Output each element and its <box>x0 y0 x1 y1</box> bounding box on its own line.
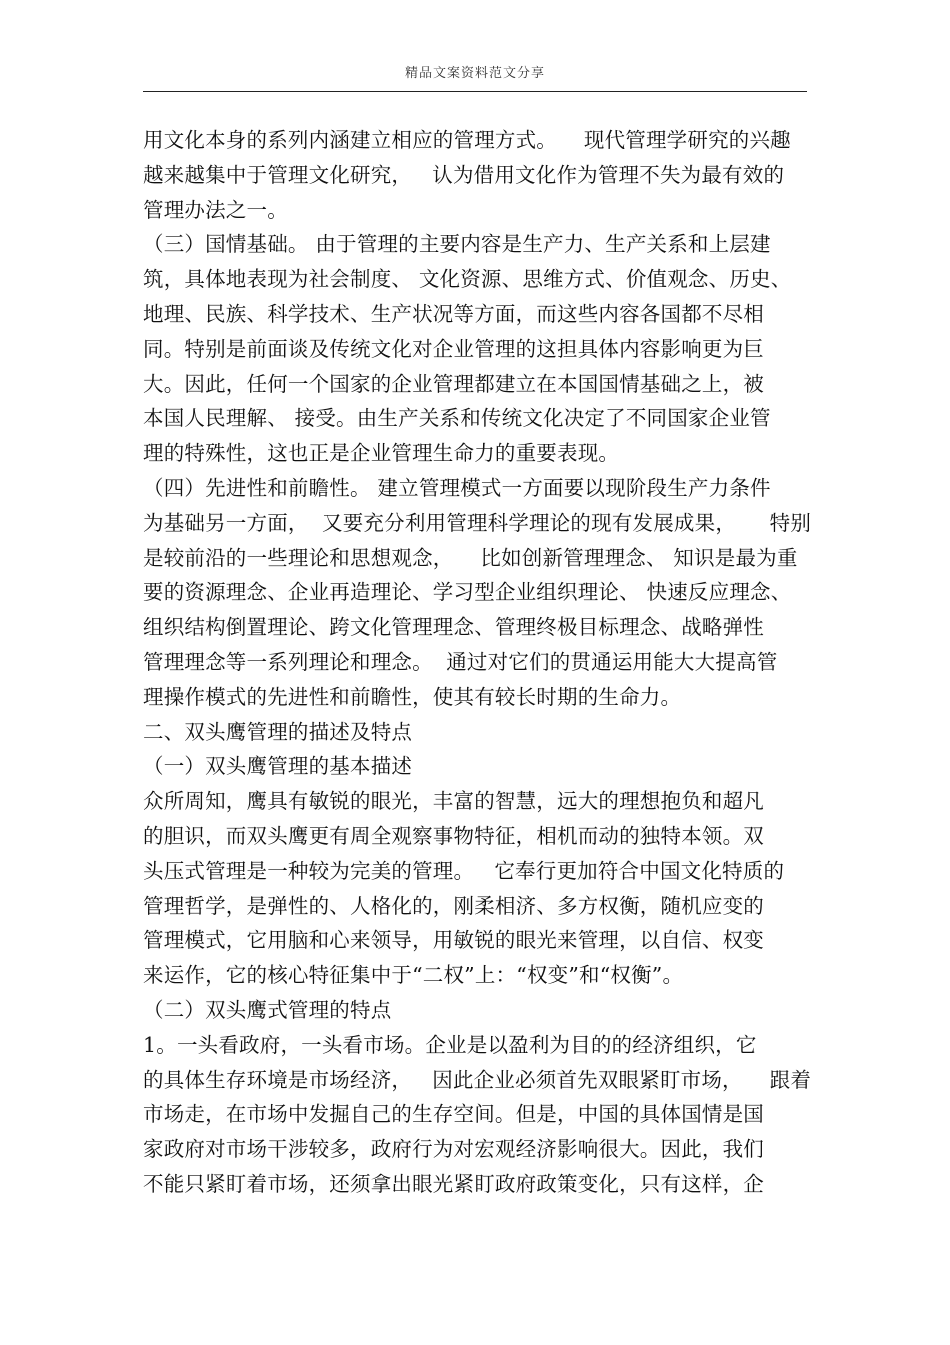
text-line: 管理哲学，是弹性的、人格化的，刚柔相济、多方权衡，随机应变的 <box>143 893 764 918</box>
text-line: 的具体生存环境是市场经济， 因此企业必须首先双眼紧盯市场， 跟着 <box>143 1067 812 1092</box>
text-line: 是较前沿的一些理论和思想观念， 比如创新管理理念、 知识是最为重 <box>143 545 798 570</box>
subsection-heading-1: （一）双头鹰管理的基本描述 <box>143 754 413 779</box>
text-line: 组织结构倒置理论、跨文化管理理念、管理终极目标理念、战略弹性 <box>143 615 764 640</box>
text-line: 理的特殊性，这也正是企业管理生命力的重要表现。 <box>143 441 620 466</box>
text-line: 理操作模式的先进性和前瞻性，使其有较长时期的生命力。 <box>143 684 682 709</box>
text-line: 为基础另一方面， 又要充分利用管理科学理论的现有发展成果， 特别 <box>143 510 812 535</box>
text-line: 大。因此，任何一个国家的企业管理都建立在本国国情基础之上，被 <box>143 371 764 396</box>
text-line: 地理、民族、科学技术、生产状况等方面，而这些内容各国都不尽相 <box>143 301 764 326</box>
text-line: 越来越集中于管理文化研究， 认为借用文化作为管理不失为最有效的 <box>143 162 785 187</box>
text-line: 家政府对市场干涉较多，政府行为对宏观经济影响很大。因此，我们 <box>143 1137 764 1162</box>
text-line: 同。特别是前面谈及传统文化对企业管理的这担具体内容影响更为巨 <box>143 336 764 361</box>
text-line: 用文化本身的系列内涵建立相应的管理方式。 现代管理学研究的兴趣 <box>143 128 791 152</box>
text-line: 不能只紧盯着市场，还须拿出眼光紧盯政府政策变化，只有这样，企 <box>143 1171 764 1196</box>
subsection-heading-2: （二）双头鹰式管理的特点 <box>143 997 392 1022</box>
text-line: 众所周知，鹰具有敏锐的眼光，丰富的智慧，远大的理想抱负和超凡 <box>143 789 764 814</box>
page-header: 精品文案资料范文分享 <box>404 66 545 81</box>
text-line: 本国人民理解、 接受。由生产关系和传统文化决定了不同国家企业管 <box>143 406 771 431</box>
text-line: 管理理念等一系列理论和理念。 通过对它们的贯通运用能大大提高管 <box>143 649 778 674</box>
header-divider <box>143 91 807 92</box>
text-line: 市场走，在市场中发掘自己的生存空间。但是，中国的具体国情是国 <box>143 1102 764 1127</box>
text-line: 筑，具体地表现为社会制度、 文化资源、思维方式、价值观念、历史、 <box>143 267 792 292</box>
section-heading-4: （四）先进性和前瞻性。 建立管理模式一方面要以现阶段生产力条件 <box>143 475 771 500</box>
section-heading-3: （三）国情基础。 由于管理的主要内容是生产力、生产关系和上层建 <box>143 232 771 257</box>
text-line: 1。一头看政府，一头看市场。企业是以盈利为目的的经济组织，它 <box>143 1032 757 1057</box>
text-line: 要的资源理念、企业再造理论、学习型企业组织理论、 快速反应理念、 <box>143 580 792 605</box>
document-body <box>143 123 823 1202</box>
chapter-heading-2: 二、双头鹰管理的描述及特点 <box>143 719 413 744</box>
text-line: 头压式管理是一种较为完美的管理。 它奉行更加符合中国文化特质的 <box>143 858 785 883</box>
text-line: 管理办法之一。 <box>143 197 288 222</box>
text-line: 管理模式，它用脑和心来领导，用敏锐的眼光来管理，以自信、权变 <box>143 928 764 953</box>
text-line: 的胆识，而双头鹰更有周全观察事物特征，相机而动的独特本领。双 <box>143 823 764 848</box>
text-line: 来运作，它的核心特征集中于“二权”上：“权变”和“权衡”。 <box>143 963 684 988</box>
